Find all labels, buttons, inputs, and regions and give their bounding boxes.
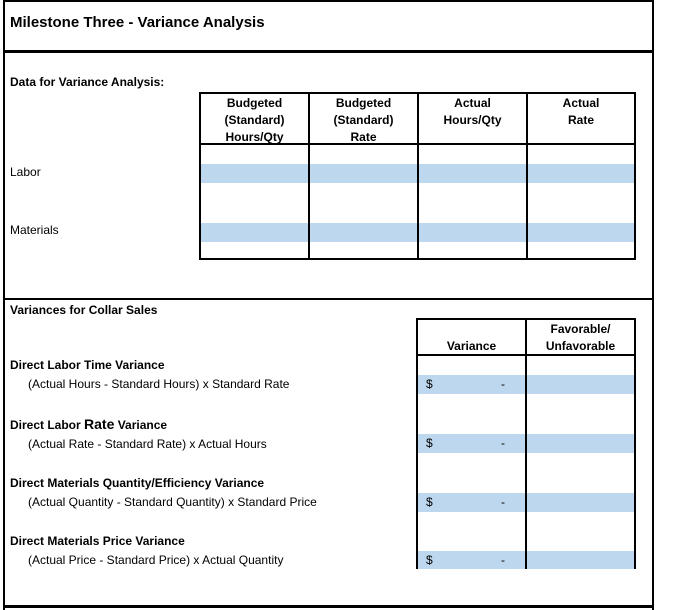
currency-symbol: $ [426,436,433,450]
materials-price-variance-label: Direct Materials Price Variance [10,534,185,548]
labor-time-favorable-cell[interactable] [527,375,634,394]
materials-quantity-variance-label: Direct Materials Quantity/Efficiency Variance [10,476,265,490]
col-header-variance: Variance [446,339,497,353]
labor-time-variance-cell[interactable] [418,375,525,394]
materials-quantity-variance-cell[interactable] [418,493,525,512]
labor-budgeted-hours-cell[interactable] [201,164,308,183]
row-label-labor: Labor [10,165,41,179]
labor-actual-hours-cell[interactable] [419,164,526,183]
labor-actual-rate-cell[interactable] [528,164,634,183]
materials-price-variance-cell[interactable] [418,551,525,569]
labor-rate-variance-cell[interactable] [418,434,525,453]
currency-symbol: $ [426,377,433,391]
data-section-heading: Data for Variance Analysis: [10,75,165,89]
currency-symbol: $ [426,553,433,567]
bottom-border [5,605,652,608]
labor-rate-favorable-cell[interactable] [527,434,634,453]
labor-rate-variance-formula: (Actual Rate - Standard Rate) x Actual Hours [28,437,267,451]
section-divider [5,298,652,300]
materials-budgeted-qty-cell[interactable] [201,223,308,242]
variance-table [416,318,636,569]
data-table [199,92,636,260]
currency-symbol: $ [426,495,433,509]
materials-actual-rate-cell[interactable] [528,223,634,242]
frame-left-border [3,0,5,610]
variance-value: - [501,377,505,391]
col-header-actual-rate: Actual Rate [562,96,600,127]
page-title: Milestone Three - Variance Analysis [10,14,265,31]
materials-actual-qty-cell[interactable] [419,223,526,242]
labor-rate-variance-label: Direct Labor Rate Variance [10,416,168,432]
variance-value: - [501,436,505,450]
materials-price-variance-formula: (Actual Price - Standard Price) x Actual Quantity [28,553,284,567]
labor-budgeted-rate-cell[interactable] [310,164,417,183]
materials-quantity-variance-formula: (Actual Quantity - Standard Quantity) x Standard Price [28,495,317,509]
materials-budgeted-rate-cell[interactable] [310,223,417,242]
row-label-materials: Materials [10,223,59,237]
variance-value: - [501,495,505,509]
top-border [5,0,652,2]
frame-right-border [652,0,654,610]
title-divider [5,50,652,53]
col-header-budgeted-rate: Budgeted (Standard) Rate [333,96,394,144]
materials-price-favorable-cell[interactable] [527,551,634,569]
variance-value: - [501,553,505,567]
labor-time-variance-formula: (Actual Hours - Standard Hours) x Standard Rate [28,377,290,391]
col-header-favorable: Favorable/ Unfavorable [545,322,616,353]
labor-time-variance-label: Direct Labor Time Variance [10,358,165,372]
col-header-budgeted-hours: Budgeted (Standard) Hours/Qty [224,96,285,144]
materials-quantity-favorable-cell[interactable] [527,493,634,512]
col-header-actual-hours: Actual Hours/Qty [443,96,502,127]
variance-section-heading: Variances for Collar Sales [10,303,158,317]
